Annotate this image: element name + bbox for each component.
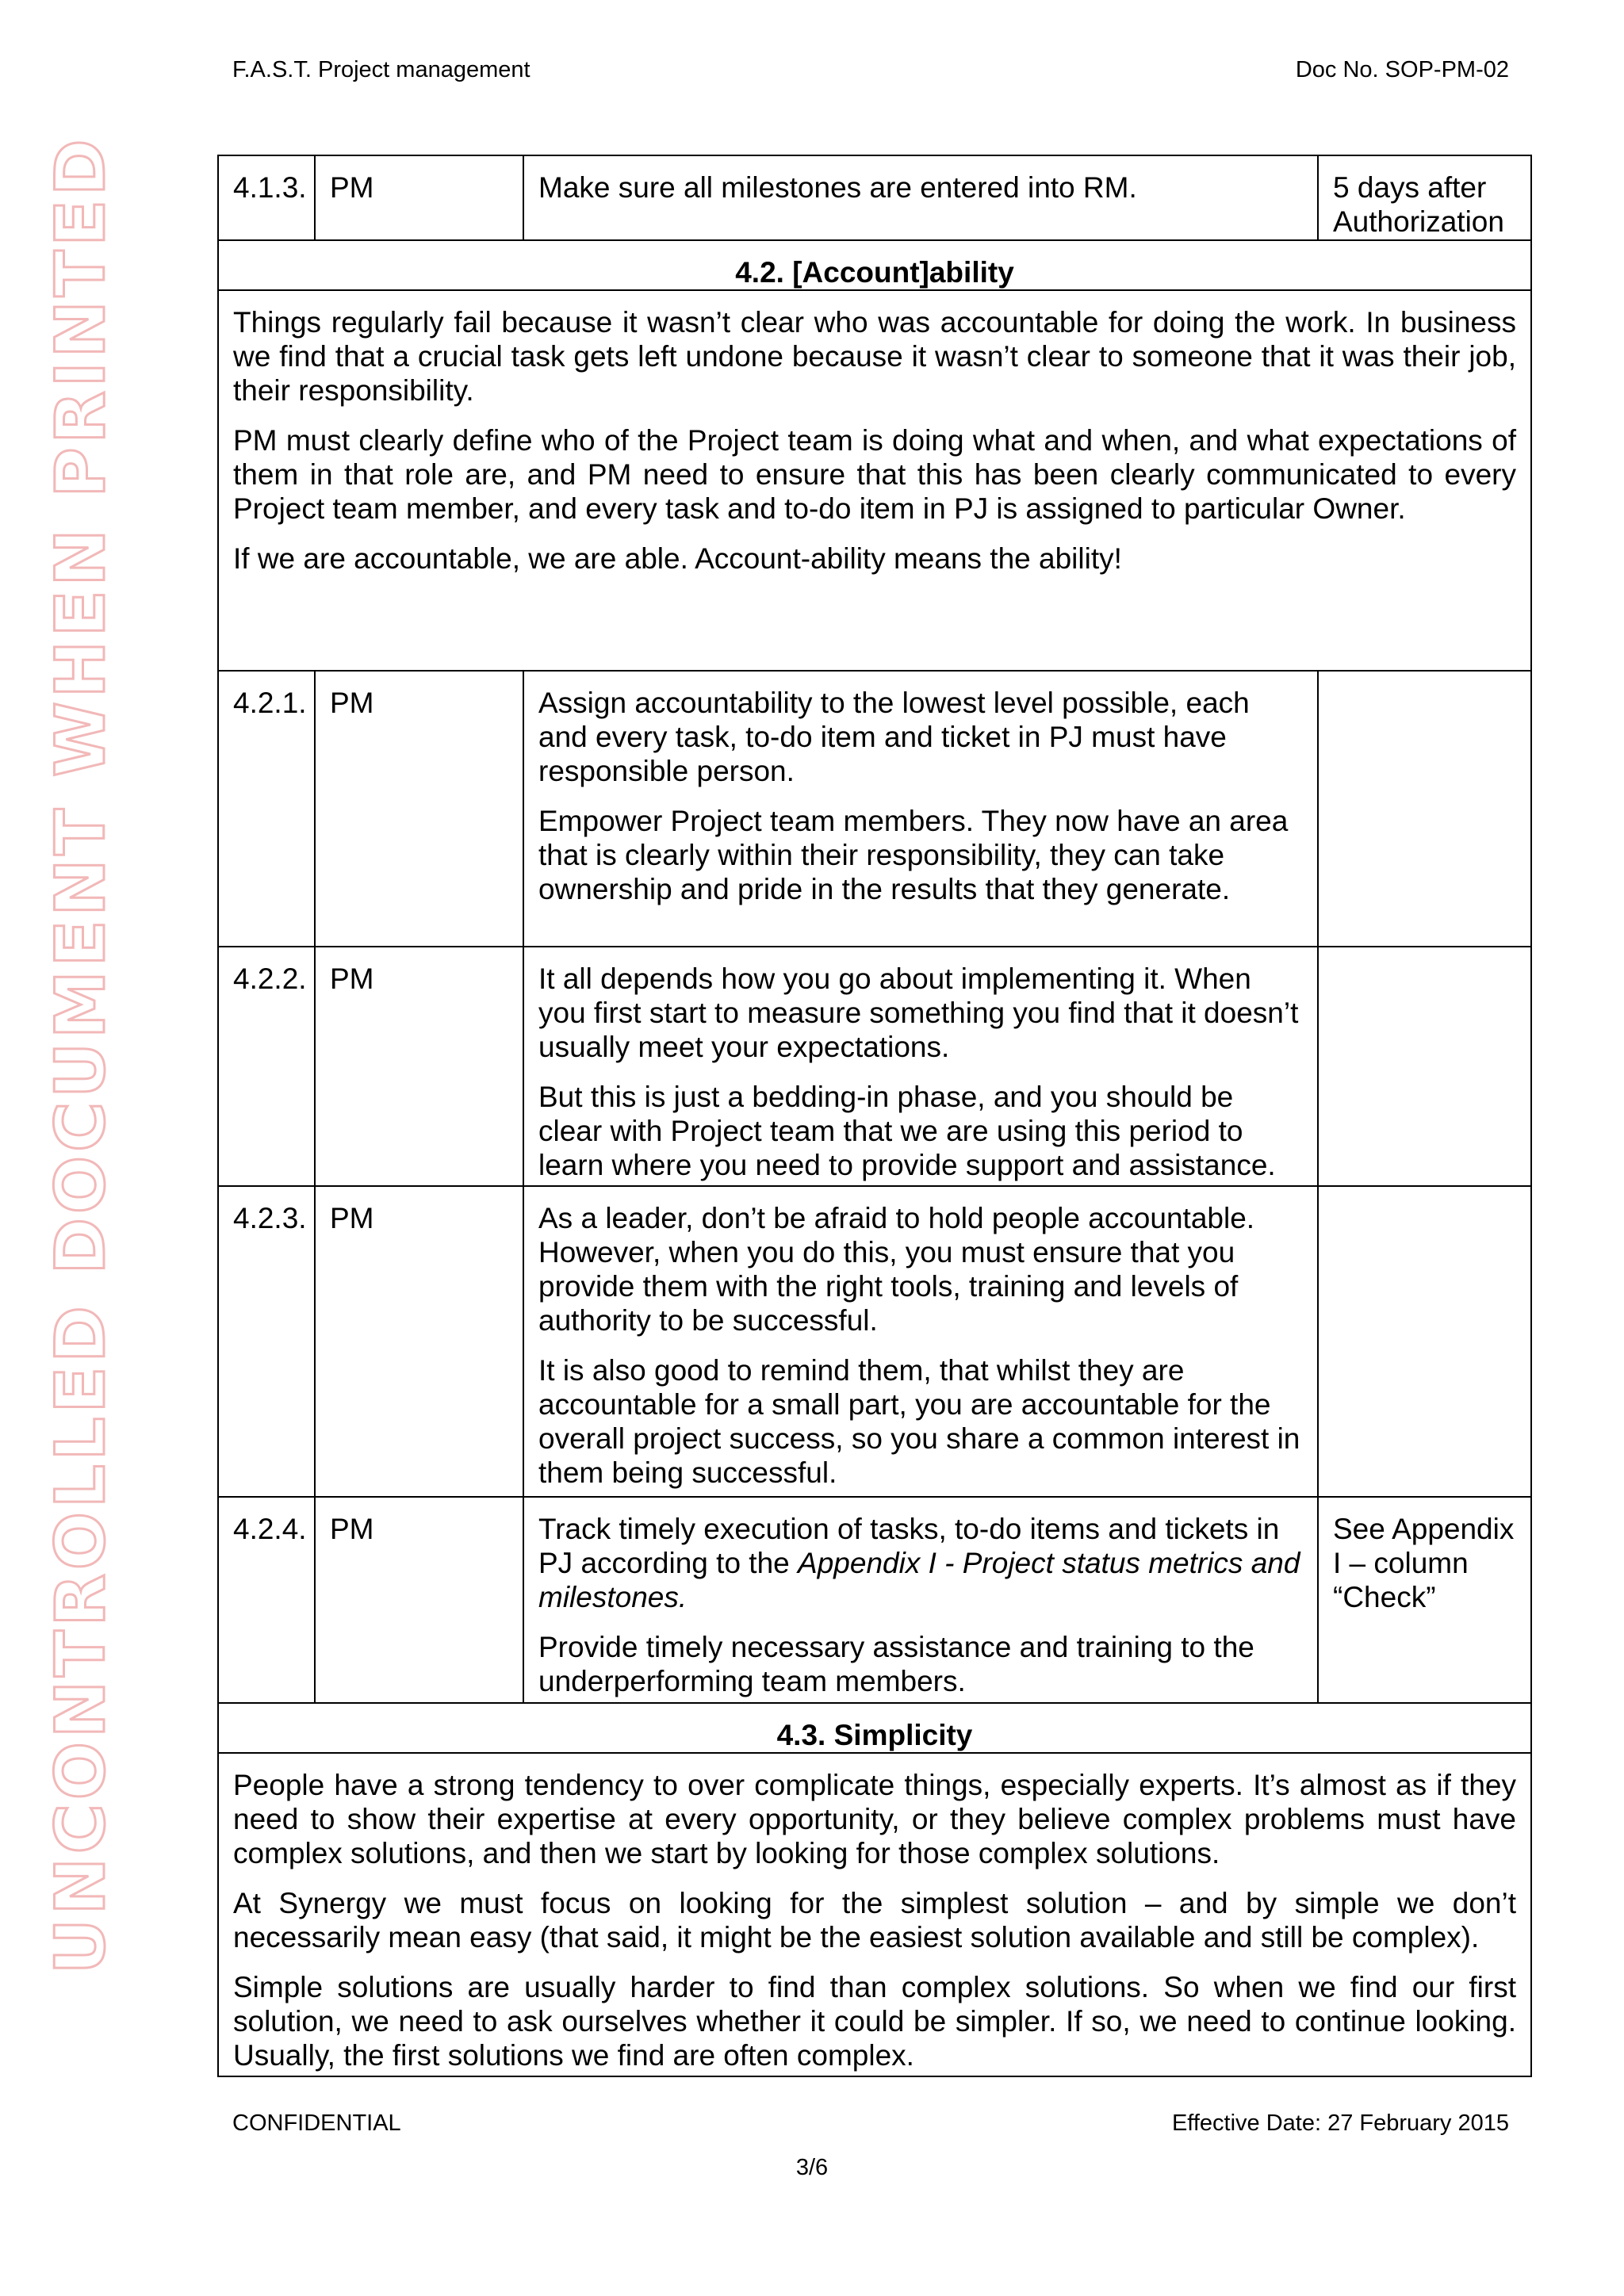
step-role: PM bbox=[315, 671, 523, 947]
footer-confidential: CONFIDENTIAL bbox=[232, 2110, 401, 2136]
step-number: 4.2.2. bbox=[218, 947, 315, 1186]
table-row bbox=[218, 1186, 1531, 1497]
section-title: 4.3. Simplicity bbox=[218, 1703, 1531, 1753]
appendix-reference: Appendix I - Project status metrics and milestones. bbox=[538, 1547, 1300, 1613]
step-timing bbox=[1318, 947, 1531, 1186]
paragraph-text: Track timely execution of tasks, to-do items and tickets in PJ according to the bbox=[538, 1513, 1280, 1579]
step-description bbox=[523, 671, 1318, 947]
section-heading-row bbox=[218, 240, 1531, 290]
paragraph: Things regularly fail because it wasn’t clear who was accountable for doing the work. In business we find that a crucial task gets left undone because it wasn’t clear to someone that it was their job, their responsibility. bbox=[233, 306, 1516, 407]
step-description bbox=[523, 947, 1318, 1186]
paragraph: Empower Project team members. They now have an area that is clearly within their responsibility, they can take ownership and pride in the results that they generate. bbox=[538, 805, 1289, 905]
paragraph: Provide timely necessary assistance and training to the underperforming team members. bbox=[538, 1631, 1254, 1697]
step-description bbox=[523, 1186, 1318, 1497]
paragraph: People have a strong tendency to over complicate things, especially experts. It’s almost as if they need to show their expertise at every opportunity, or they believe complex problems must have complex solutions, and then we start by looking for those complex solutions. bbox=[233, 1769, 1516, 1869]
step-role: PM bbox=[315, 1186, 523, 1497]
step-number: 4.2.1. bbox=[218, 671, 315, 947]
step-number: 4.1.3. bbox=[218, 155, 315, 240]
step-number: 4.2.3. bbox=[218, 1186, 315, 1497]
uncontrolled-watermark: UNCONTROLLED DOCUMENT WHEN PRINTED bbox=[41, 135, 121, 1974]
table-row bbox=[218, 947, 1531, 1186]
paragraph: Assign accountability to the lowest level possible, each and every task, to-do item and ticket in PJ must have responsible person. bbox=[538, 687, 1250, 787]
paragraph: If we are accountable, we are able. Account-ability means the ability! bbox=[233, 542, 1122, 575]
step-timing bbox=[1318, 671, 1531, 947]
paragraph: PM must clearly define who of the Project team is doing what and when, and what expectations of them in that role are, and PM need to ensure that this has been clearly communicated to every Project team member, and every task and to-do item in PJ is assigned to particular Owner. bbox=[233, 424, 1516, 525]
procedure-table bbox=[217, 155, 1532, 2077]
header-doc-number: Doc No. SOP-PM-02 bbox=[1295, 57, 1509, 82]
paragraph bbox=[538, 1512, 1303, 1614]
section-title: 4.2. [Account]ability bbox=[218, 240, 1531, 290]
table-row bbox=[218, 671, 1531, 947]
step-timing: See Appendix I – column “Check” bbox=[1318, 1497, 1531, 1703]
step-number: 4.2.4. bbox=[218, 1497, 315, 1703]
footer-effective-date: Effective Date: 27 February 2015 bbox=[1171, 2110, 1509, 2136]
paragraph: At Synergy we must focus on looking for the simplest solution – and by simple we don’t necessarily mean easy (that said, it might be the easiest solution available and still be complex). bbox=[233, 1887, 1516, 1954]
paragraph: It all depends how you go about implementing it. When you first start to measure something you find that it doesn’t usually meet your expectations. bbox=[538, 962, 1299, 1063]
section-intro bbox=[218, 1753, 1531, 2076]
section-heading-row bbox=[218, 1703, 1531, 1753]
step-timing: 5 days after Authorization bbox=[1318, 155, 1531, 240]
paragraph: As a leader, don’t be afraid to hold people accountable. However, when you do this, you must ensure that you provide them with the right tools, training and levels of authority to be successful. bbox=[538, 1202, 1255, 1337]
step-timing bbox=[1318, 1186, 1531, 1497]
page-number: 3/6 bbox=[795, 2155, 829, 2180]
paragraph: Simple solutions are usually harder to find than complex solutions. So when we find our first solution, we need to ask ourselves whether it could be simpler. If so, we need to continue looking. Usually, the first solutions we find are often complex. bbox=[233, 1971, 1516, 2072]
table-row bbox=[218, 1497, 1531, 1703]
section-intro-row bbox=[218, 290, 1531, 671]
paragraph: It is also good to remind them, that whilst they are accountable for a small part, you are accountable for the overall project success, so you share a common interest in them being successful. bbox=[538, 1354, 1300, 1489]
section-intro-row bbox=[218, 1753, 1531, 2076]
table-row bbox=[218, 155, 1531, 240]
section-intro bbox=[218, 290, 1531, 671]
step-role: PM bbox=[315, 1497, 523, 1703]
paragraph: But this is just a bedding-in phase, and you should be clear with Project team that we are using this period to learn where you need to provide support and assistance. bbox=[538, 1081, 1276, 1181]
step-description bbox=[523, 1497, 1318, 1703]
header-doc-title: F.A.S.T. Project management bbox=[232, 57, 530, 82]
step-role: PM bbox=[315, 947, 523, 1186]
step-role: PM bbox=[315, 155, 523, 240]
step-description: Make sure all milestones are entered into RM. bbox=[523, 155, 1318, 240]
